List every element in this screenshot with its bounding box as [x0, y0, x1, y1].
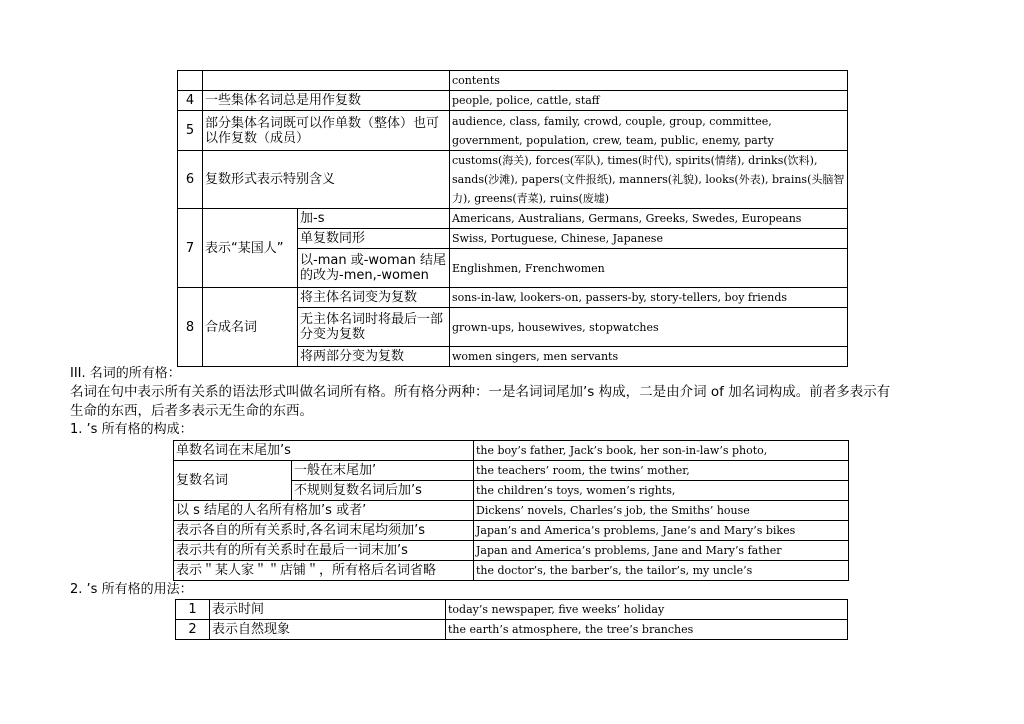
table-row [174, 461, 849, 481]
examples-cell: grown-ups, housewives, stopwatches [450, 308, 848, 347]
table-row [178, 151, 848, 209]
possessive-formation-table [173, 440, 849, 581]
row-number: 6 [178, 151, 203, 209]
examples-cell: audience, class, family, crowd, couple, group, committee, government, population, crew, team, public, enemy, party [450, 111, 848, 151]
examples-cell: today’s newspaper, five weeks’ holiday [446, 600, 848, 620]
rule-cell: 部分集体名词既可以作单数（整体）也可以作复数（成员） [203, 111, 450, 151]
sub-rule-cell: 无主体名词时将最后一部分变为复数 [298, 308, 450, 347]
sub-rule-cell: 不规则复数名词后加’s [292, 481, 474, 501]
examples-cell: sons-in-law, lookers-on, passers-by, story-tellers, boy friends [450, 288, 848, 308]
table-row [178, 111, 848, 151]
examples-cell: the boy’s father, Jack’s book, her son-in-law’s photo, [474, 441, 849, 461]
paragraph-line: 生命的东西，后者多表示无生命的东西。 [70, 403, 313, 419]
row-number: 2 [176, 620, 210, 640]
rule-cell: 单数名词在末尾加’s [174, 441, 474, 461]
row-number: 4 [178, 91, 203, 111]
examples-cell: people, police, cattle, staff [450, 91, 848, 111]
rule-cell: 复数名词 [174, 461, 292, 501]
row-number: 8 [178, 288, 203, 367]
table-row [176, 620, 848, 640]
table-cell: contents [450, 71, 848, 91]
sub-rule-cell: 以-man 或-woman 结尾的改为-men,-women [298, 249, 450, 288]
sub-rule-cell: 单复数同形 [298, 229, 450, 249]
rule-cell: 一些集体名词总是用作复数 [203, 91, 450, 111]
table-row [178, 91, 848, 111]
table-row [174, 441, 849, 461]
table-row [176, 600, 848, 620]
table-cell [178, 71, 203, 91]
examples-cell: customs(海关), forces(军队), times(时代), spirits(情绪), drinks(饮料), sands(沙滩), papers(文件报纸), manners(礼貌), looks(外表), brains(头脑智力), greens(青菜), ruins(废墟) [450, 151, 848, 209]
rule-cell: 合成名词 [203, 288, 298, 367]
examples-cell: Dickens’ novels, Charles’s job, the Smiths’ house [474, 501, 849, 521]
examples-cell: Americans, Australians, Germans, Greeks, Swedes, Europeans [450, 209, 848, 229]
table-row [174, 541, 849, 561]
subsection-heading: 2. ’s 所有格的用法： [70, 582, 193, 597]
table-row [174, 561, 849, 581]
sub-rule-cell: 将两部分变为复数 [298, 347, 450, 367]
row-number: 7 [178, 209, 203, 288]
table-row [174, 501, 849, 521]
possessive-usage-table [175, 599, 848, 640]
examples-cell: the earth’s atmosphere, the tree’s branches [446, 620, 848, 640]
examples-cell: Swiss, Portuguese, Chinese, Japanese [450, 229, 848, 249]
rule-cell: 以 s 结尾的人名所有格加’s 或者’ [174, 501, 474, 521]
examples-cell: the children’s toys, women’s rights, [474, 481, 849, 501]
sub-rule-cell: 将主体名词变为复数 [298, 288, 450, 308]
table-row [178, 71, 848, 91]
rule-cell: 复数形式表示特别含义 [203, 151, 450, 209]
examples-cell: Englishmen, Frenchwomen [450, 249, 848, 288]
table-row [174, 521, 849, 541]
subsection-heading: 1. ’s 所有格的构成： [70, 422, 193, 437]
rule-cell: 表示各自的所有关系时,各名词末尾均须加’s [174, 521, 474, 541]
rule-cell: 表示自然现象 [210, 620, 446, 640]
rule-cell: 表示“某国人” [203, 209, 298, 288]
section-heading: III. 名词的所有格： [70, 366, 181, 381]
sub-rule-cell: 一般在末尾加’ [292, 461, 474, 481]
examples-cell: women singers, men servants [450, 347, 848, 367]
examples-cell: the doctor’s, the barber’s, the tailor’s, my uncle’s [474, 561, 849, 581]
sub-rule-cell: 加-s [298, 209, 450, 229]
examples-cell: Japan and America’s problems, Jane and Mary’s father [474, 541, 849, 561]
examples-cell: Japan’s and America’s problems, Jane’s and Mary’s bikes [474, 521, 849, 541]
table-row [178, 209, 848, 229]
table-row [178, 288, 848, 308]
rule-cell: 表示时间 [210, 600, 446, 620]
row-number: 1 [176, 600, 210, 620]
examples-cell: the teachers’ room, the twins’ mother, [474, 461, 849, 481]
rule-cell: 表示＂某人家＂＂店铺＂，所有格后名词省略 [174, 561, 474, 581]
row-number: 5 [178, 111, 203, 151]
table-cell [203, 71, 450, 91]
rule-cell: 表示共有的所有关系时在最后一词末加’s [174, 541, 474, 561]
noun-plural-table [177, 70, 848, 367]
paragraph-line: 名词在句中表示所有关系的语法形式叫做名词所有格。所有格分两种：一是名词词尾加’s 构成，二是由介词 of 加名词构成。前者多表示有 [70, 384, 891, 400]
